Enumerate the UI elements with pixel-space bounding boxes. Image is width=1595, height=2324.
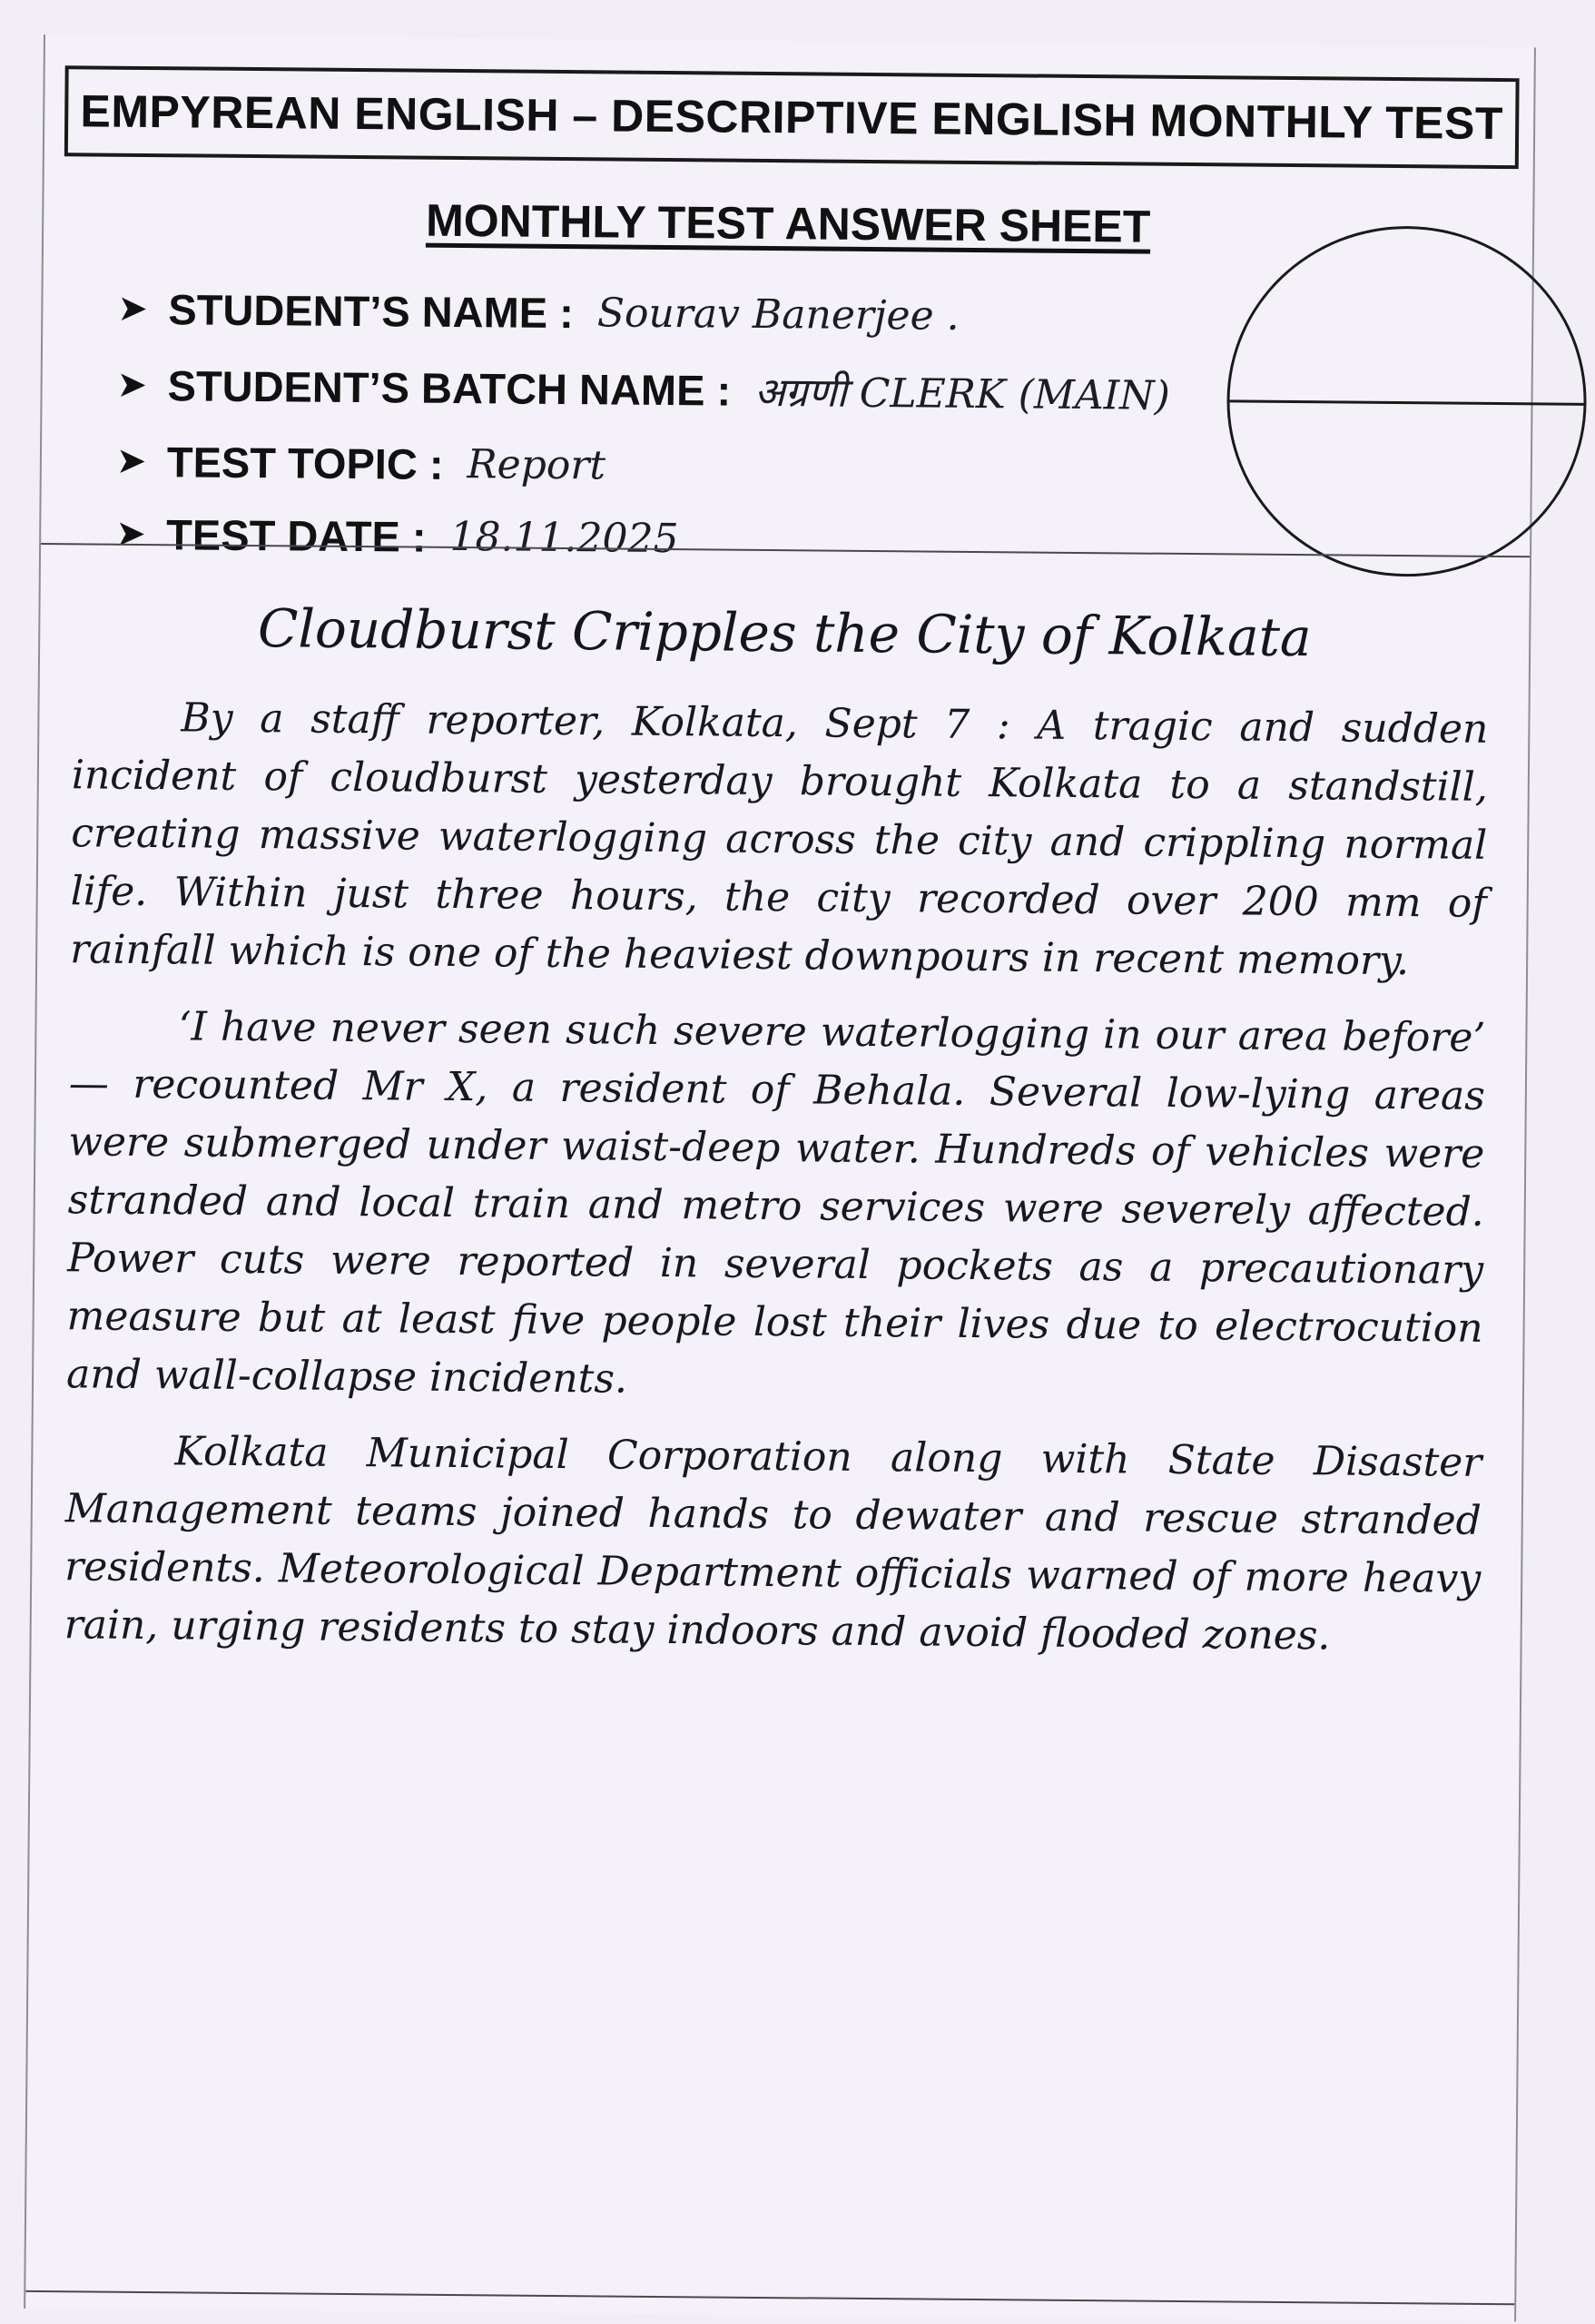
- test-date-label: TEST DATE :: [165, 509, 427, 561]
- test-date-field: [115, 504, 679, 568]
- test-topic-label: TEST TOPIC :: [166, 437, 444, 488]
- arrow-bullet-icon: ➤: [115, 512, 146, 556]
- marks-circle-divider: [1230, 399, 1584, 405]
- test-topic-value: Report: [467, 440, 606, 488]
- student-name-label: STUDENT’S NAME :: [168, 284, 575, 337]
- arrow-bullet-icon: ➤: [117, 287, 149, 330]
- answer-sheet: [24, 34, 1536, 2321]
- test-title: EMPYREAN ENGLISH – DESCRIPTIVE ENGLISH MONTHLY TEST: [80, 85, 1504, 150]
- report-paragraph: Kolkata Municipal Corporation along with State Disaster Management teams joined hands to dewater and rescue stranded residents. Meteorological Department officials warned of more heavy rain, urging residents to stay indoors and avoid flooded zones.: [64, 1428, 1482, 1659]
- bottom-divider: [25, 2290, 1514, 2305]
- student-name-field: [117, 279, 960, 346]
- batch-name-value: अग्रणी CLERK (MAIN): [753, 369, 1171, 419]
- batch-name-field: [116, 355, 1170, 424]
- report-paragraph: ‘I have never seen such severe waterlogging in our area before’ — recounted Mr X, a resident of Behala. Several low-lying areas were submerged under waist-deep water. Hundreds of vehicles were stranded and local train and metro services were severely affected. Power cuts were reported in several pockets as a precautionary measure but at least five people lost their lives due to electrocution and wall-collapse incidents.: [65, 1003, 1486, 1403]
- test-topic-field: [116, 431, 606, 496]
- report-paragraph: By a staff reporter, Kolkata, Sept 7 : A tragic and sudden incident of cloudburst yesterday brought Kolkata to a standstill, creating massive waterlogging across the city and crippling normal life. Within just three hours, the city recorded over 200 mm of rainfall which is one of the heaviest downpours in recent memory.: [69, 694, 1489, 985]
- batch-name-label: STUDENT’S BATCH NAME :: [167, 360, 732, 415]
- subtitle-text: MONTHLY TEST ANSWER SHEET: [425, 194, 1151, 252]
- arrow-bullet-icon: ➤: [116, 363, 148, 407]
- arrow-bullet-icon: ➤: [115, 439, 147, 483]
- student-name-value: Sourav Banerjee .: [596, 289, 960, 340]
- report-heading: Cloudburst Cripples the City of Kolkata: [257, 597, 1312, 669]
- test-title-box: [64, 65, 1520, 169]
- test-date-value: 18.11.2025: [449, 513, 679, 562]
- marks-circle: [1226, 224, 1588, 577]
- report-body: [64, 688, 1488, 1685]
- answer-sheet-subtitle: [44, 191, 1532, 256]
